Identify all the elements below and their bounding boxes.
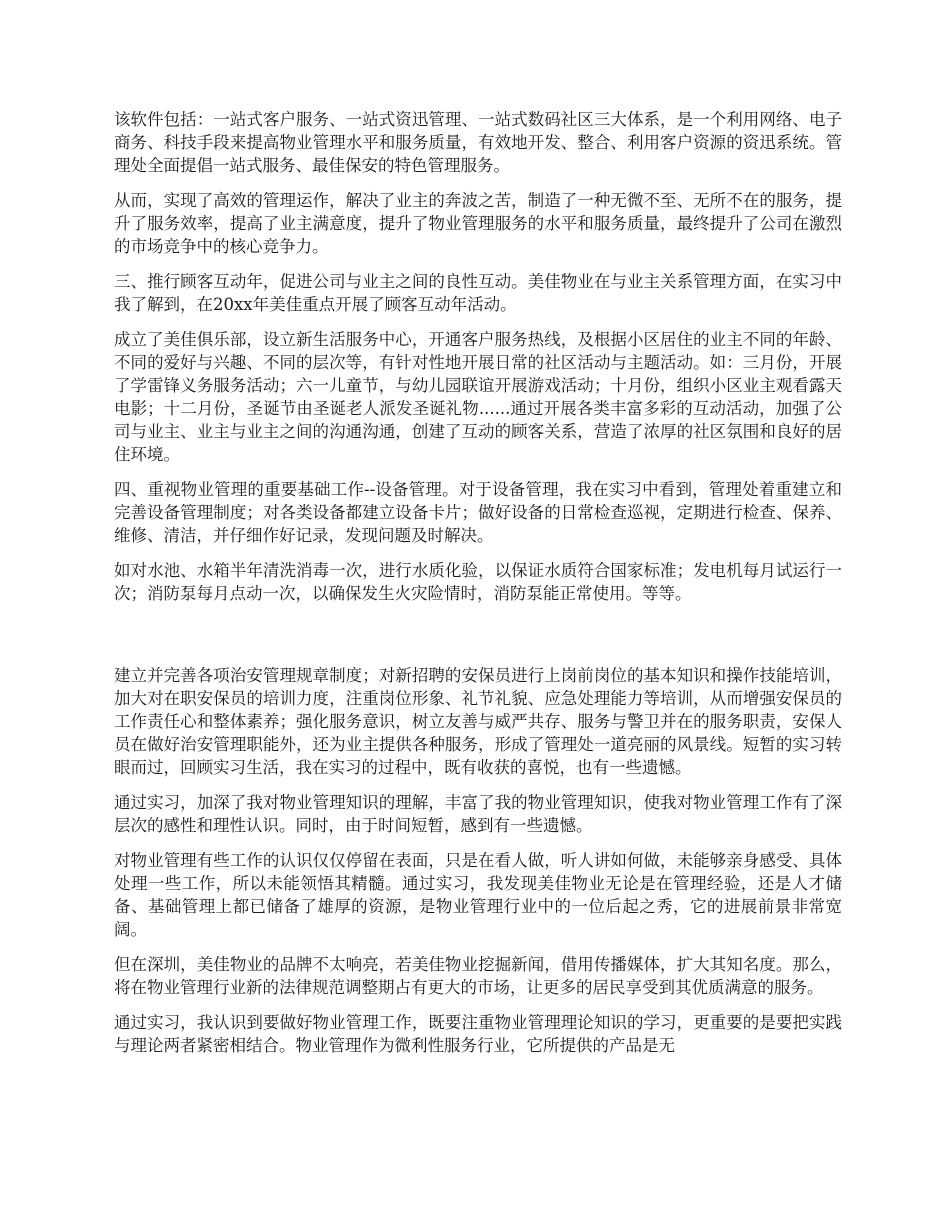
text-section-2 <box>114 664 842 1069</box>
paragraph-club-activities: 成立了美佳俱乐部，设立新生活服务中心，开通客户服务热线，及根据小区居住的业主不同的年龄、不同的爱好与兴趣、不同的层次等，有针对性地开展日常的社区活动与主题活动。如：三月份，开展了学雷锋义务服务活动；六一儿童节，与幼儿园联谊开展游戏活动；十月份，组织小区业主观看露天电影；十二月份，圣诞节由圣诞老人派发圣诞礼物......通过开展各类丰富多彩的互动活动，加强了公司与业主、业主与业主之间的沟通沟通，创建了互动的顾客关系，营造了浓厚的社区氛围和良好的居住环境。 <box>114 330 842 464</box>
paragraph-security-management: 建立并完善各项治安管理规章制度；对新招聘的安保员进行上岗前岗位的基本知识和操作技能培训，加大对在职安保员的培训力度，注重岗位形象、礼节礼貌、应急处理能力等培训，从而增强安保员的工作责任心和整体素养；强化服务意识，树立友善与威严共存、服务与警卫并在的服务职责，安保人员在做好治安管理职能外，还为业主提供各种服务，形成了管理处一道亮丽的风景线。短暂的实习转眼而过，回顾实习生活，我在实习的过程中，既有收获的喜悦，也有一些遗憾。 <box>114 666 842 777</box>
paragraph-regrets: 对物业管理有些工作的认识仅仅停留在表面，只是在看人做，听人讲如何做，未能够亲身感受、具体处理一些工作，所以未能领悟其精髓。通过实习，我发现美佳物业无论是在管理经验，还是人才储备、基础管理上都已储备了雄厚的资源，是物业管理行业中的一位后起之秀，它的进展前景非常宽阔。 <box>114 851 842 939</box>
paragraph-maintenance-schedule: 如对水池、水箱半年清洗消毒一次，进行水质化验，以保证水质符合国家标准；发电机每月试运行一次；消防泵每月点动一次，以确保发生火灾险情时，消防泵能正常使用。等等。 <box>114 561 842 603</box>
paragraph-equipment-management: 四、重视物业管理的重要基础工作--设备管理。对于设备管理，我在实习中看到，管理处着重建立和完善设备管理制度；对各类设备都建立设备卡片；做好设备的日常检查巡视，定期进行检查、保养、维修、清洁，并仔细作好记录，发现问题及时解决。 <box>114 480 842 545</box>
paragraph-theory-practice: 通过实习，我认识到要做好物业管理工作，既要注重物业管理理论知识的学习，更重要的是要把实践与理论两者紧密相结合。物业管理作为微利性服务行业，它所提供的产品是无 <box>114 1013 842 1055</box>
paragraph-internship-understanding: 通过实习，加深了我对物业管理知识的理解，丰富了我的物业管理知识，使我对物业管理工作有了深层次的感性和理性认识。同时，由于时间短暂，感到有一些遗憾。 <box>114 793 842 835</box>
paragraph-customer-interaction: 三、推行顾客互动年，促进公司与业主之间的良性互动。美佳物业在与业主关系管理方面，在实习中我了解到，在20xx年美佳重点开展了顾客互动年活动。 <box>114 272 842 314</box>
text-section-1 <box>114 108 842 617</box>
paragraph-software-overview: 该软件包括：一站式客户服务、一站式资迅管理、一站式数码社区三大体系，是一个利用网络、电子商务、科技手段来提高物业管理水平和服务质量，有效地开发、整合、利用客户资源的资迅系统。管理处全面提倡一站式服务、最佳保安的特色管理服务。 <box>114 110 842 175</box>
paragraph-efficiency: 从而，实现了高效的管理运作，解决了业主的奔波之苦，制造了一种无微不至、无所不在的服务，提升了服务效率，提高了业主满意度，提升了物业管理服务的水平和服务质量，最终提升了公司在激烈的市场竞争中的核心竞争力。 <box>114 191 842 256</box>
paragraph-brand: 但在深圳，美佳物业的品牌不太响亮，若美佳物业挖掘新闻，借用传播媒体，扩大其知名度。那么，将在物业管理行业新的法律规范调整期占有更大的市场，让更多的居民享受到其优质满意的服务。 <box>114 955 842 997</box>
